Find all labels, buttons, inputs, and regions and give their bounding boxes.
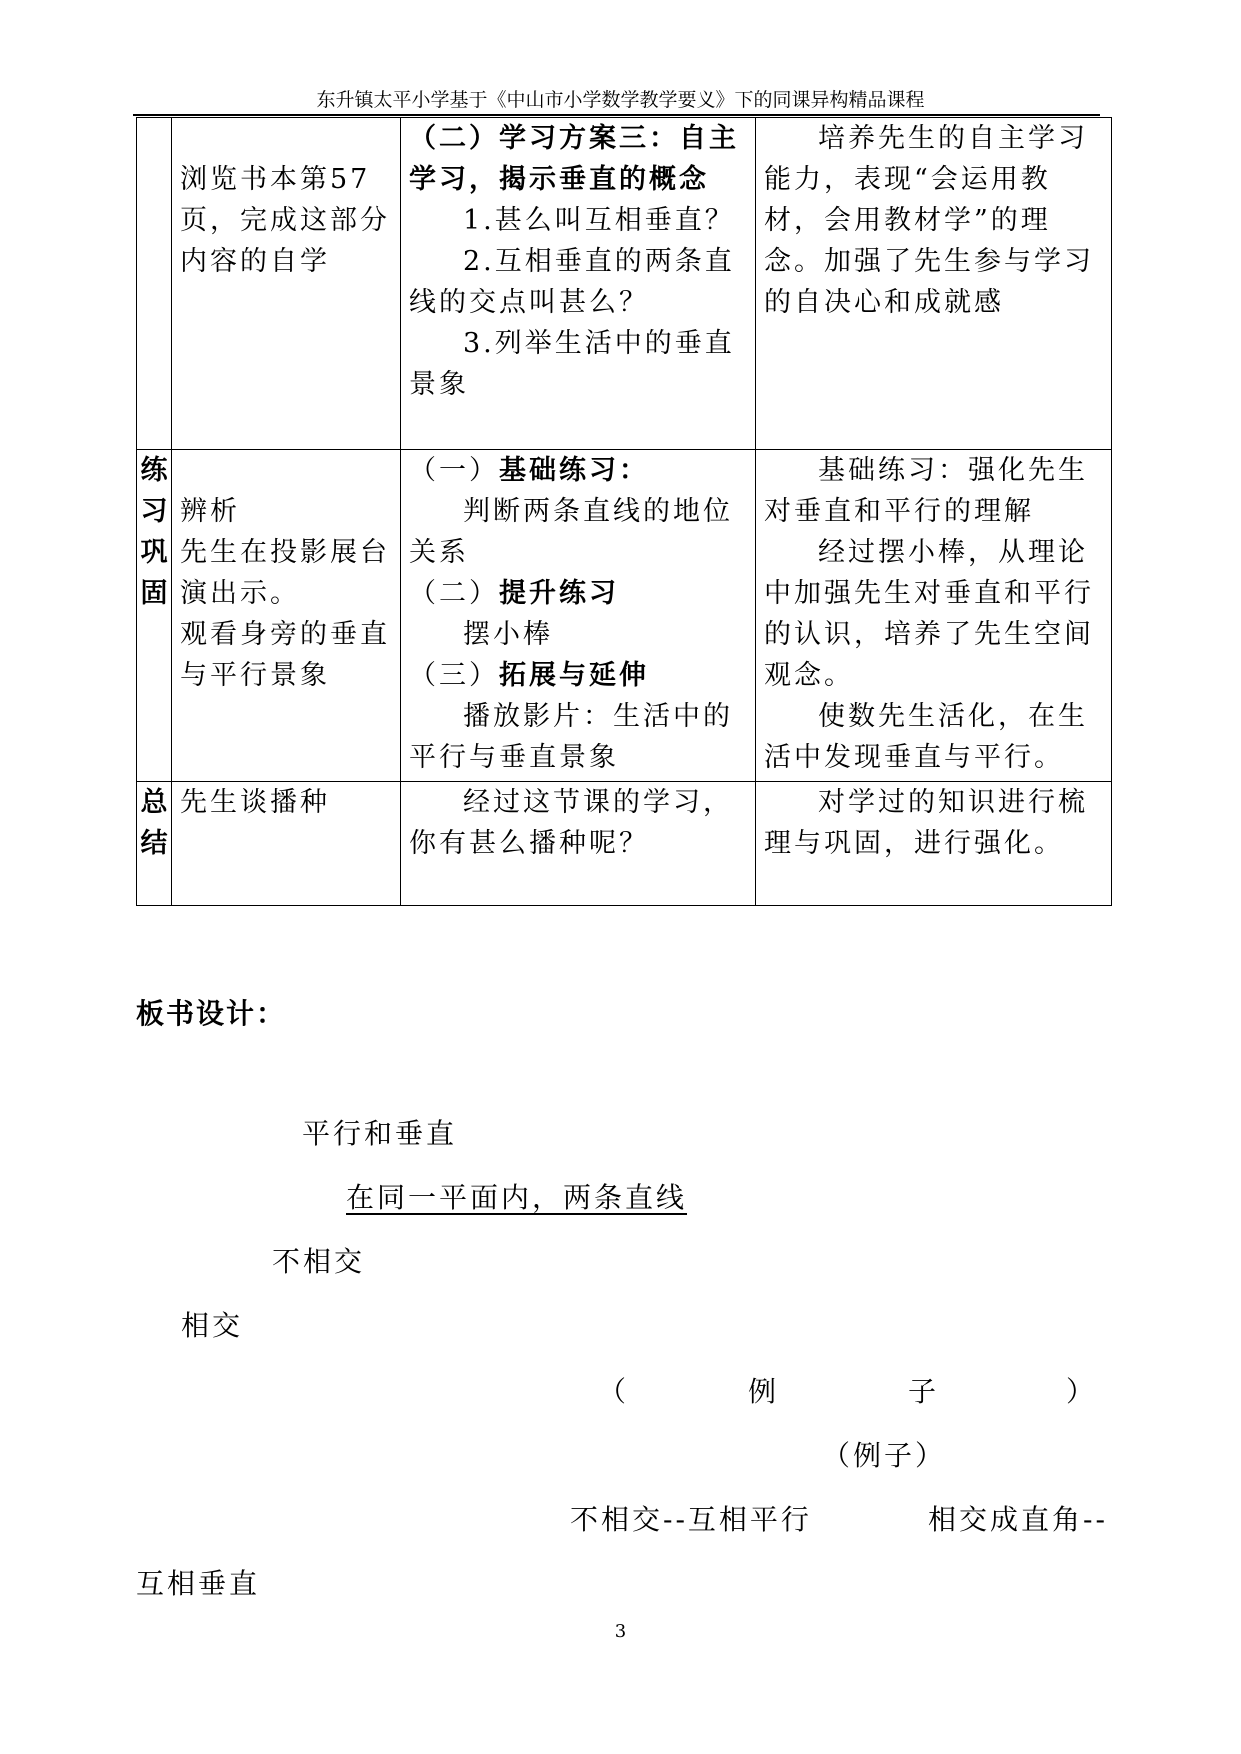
section-number: （二） [409,578,499,609]
intent-text: 培养先生的自主学习能力，表现“会运用教材，会用教材学”的理念。加强了先生参与学习的自决心和成就感 [764,123,1094,318]
activity-text: 浏览书本第57页，完成这部分内容的自学 [180,164,390,277]
activity-cell [172,782,401,906]
table-row [137,450,1112,782]
content-item: 播放影片：生活中的平行与垂直景象 [409,701,733,773]
content-item: 2.互相垂直的两条直线的交点叫甚么？ [409,246,735,318]
page-header: 东升镇太平小学基于《中山市小学数学教学要义》下的同课异构精品课程 [316,89,925,111]
stage-cell [137,450,172,782]
content-cell [401,782,756,906]
content-item: 1.甚么叫互相垂直？ [463,205,735,236]
content-item: 3.列举生活中的垂直景象 [409,328,735,400]
section-number: （三） [409,660,499,691]
stage-char: 习 [140,496,168,527]
stage-char: 固 [140,578,168,609]
content-heading [409,655,747,696]
section-title: 提升练习 [499,578,619,609]
section-title: 拓展与延伸 [499,660,649,691]
content-item: 经过这节课的学习，你有甚么播种呢？ [409,787,733,859]
board-premise: 在同一平面内，两条直线 [346,1181,688,1214]
board-example-secondary: （例子） [822,1439,947,1472]
board-parallel: 不相交--互相平行 [570,1503,812,1536]
page-number: 3 [614,1621,627,1642]
section-title: 基础练习： [499,455,649,486]
activity-text: 先生在投影展台演出示。 [180,537,390,609]
stage-cell [137,782,172,906]
header-rule [133,114,1100,116]
content-cell [401,450,756,782]
intent-cell [756,782,1112,906]
activity-cell [172,450,401,782]
table-row [137,118,1112,450]
intent-text: 使数先生活化，在生活中发现垂直与平行。 [764,701,1088,773]
stage-char: 巩 [140,537,168,568]
intent-text: 经过摆小棒，从理论中加强先生对垂直和平行的认识，培养了先生空间观念。 [764,537,1094,691]
activity-cell [172,118,401,450]
board-example-paren-open: （ [598,1375,630,1408]
table-row [137,782,1112,906]
board-perpendicular: 互相垂直 [136,1567,261,1600]
content-item: 摆小棒 [463,619,553,650]
content-heading [409,573,747,614]
board-example-char: 例 [748,1375,780,1408]
section-number: （一） [409,455,499,486]
intent-cell [756,450,1112,782]
activity-text: 观看身旁的垂直与平行景象 [180,619,390,691]
board-not-intersect: 不相交 [272,1245,366,1278]
content-item: 判断两条直线的地位关系 [409,496,733,568]
intent-text: 对学过的知识进行梳理与巩固，进行强化。 [764,787,1088,859]
stage-char: 练 [140,455,168,486]
board-example-char: 子 [908,1375,940,1408]
board-right-angle: 相交成直角-- [928,1503,1108,1536]
content-cell [401,118,756,450]
stage-cell [137,118,172,450]
lesson-plan-table [136,117,1112,906]
content-heading: （二）学习方案三：自主学习，揭示垂直的概念 [409,123,739,195]
intent-text: 基础练习：强化先生对垂直和平行的理解 [764,455,1088,527]
board-example-paren-close: ） [1066,1375,1098,1408]
intent-cell [756,118,1112,450]
activity-text: 辨析 [180,496,240,527]
content-heading [409,450,747,491]
stage-char: 结 [140,828,168,859]
board-design-title: 板书设计： [136,997,287,1030]
board-intersect: 相交 [181,1309,244,1342]
activity-text: 先生谈播种 [180,787,330,818]
stage-char: 总 [140,787,168,818]
board-title-line: 平行和垂直 [302,1117,458,1150]
